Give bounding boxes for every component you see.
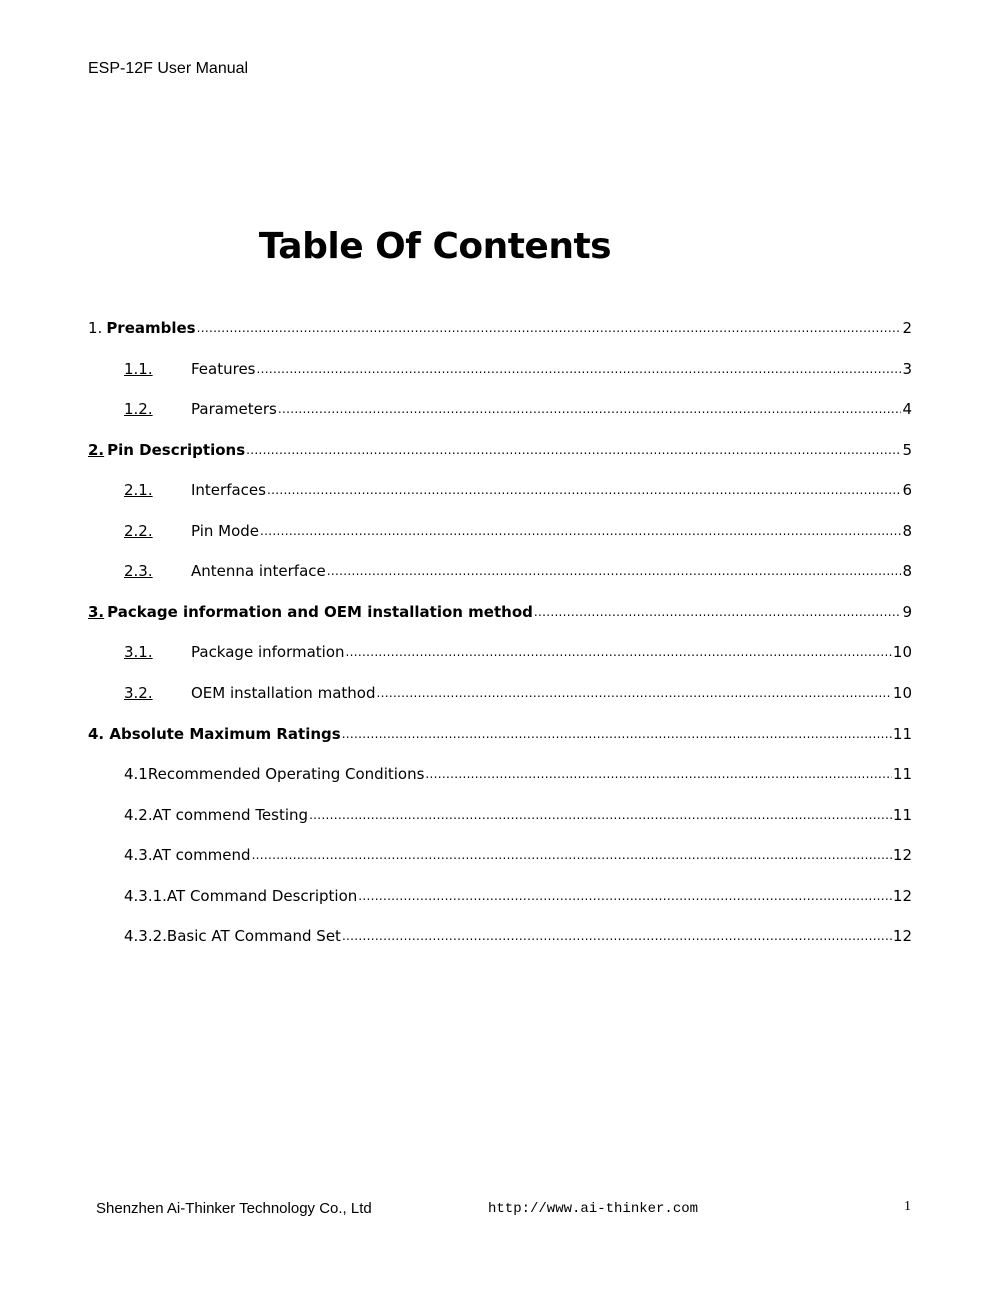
toc-leader-dots (252, 845, 892, 865)
toc-entry-label: 4.1Recommended Operating Conditions (124, 765, 425, 783)
toc-leader-dots (197, 318, 902, 338)
toc-title: Table Of Contents (258, 226, 612, 267)
toc-entry-number: 3. (88, 603, 105, 621)
toc-entry-page: 2 (902, 319, 912, 337)
toc-entry-label: Interfaces (191, 481, 266, 499)
toc-leader-dots (327, 561, 902, 581)
footer-company: Shenzhen Ai-Thinker Technology Co., Ltd (96, 1200, 372, 1217)
toc-entry-label: Features (191, 360, 256, 378)
toc-entry-pin-mode[interactable] (124, 519, 912, 541)
toc-entry-preambles[interactable] (88, 316, 912, 338)
toc-entry-page: 12 (892, 846, 912, 864)
toc-entry-package-oem[interactable] (88, 600, 912, 622)
toc-entry-absolute-max-ratings[interactable] (88, 722, 912, 744)
toc-entry-label: Parameters (191, 400, 277, 418)
toc-entry-label: Antenna interface (191, 562, 326, 580)
toc-entry-number: 1. (88, 319, 103, 337)
toc-entry-number: 2.1. (124, 481, 153, 499)
toc-entry-number: 3.2. (124, 684, 153, 702)
toc-entry-interfaces[interactable] (124, 478, 912, 500)
toc-entry-package-information[interactable] (124, 640, 912, 662)
toc-entry-label: Pin Mode (191, 522, 260, 540)
toc-entry-at-commend[interactable] (124, 843, 912, 865)
toc-entry-number: 1.1. (124, 360, 153, 378)
toc-entry-at-commend-testing[interactable] (124, 803, 912, 825)
toc-entry-page: 10 (892, 684, 912, 702)
toc-leader-dots (376, 683, 891, 703)
toc-leader-dots (267, 480, 901, 500)
toc-entry-page: 12 (892, 927, 912, 945)
toc-entry-page: 11 (892, 765, 912, 783)
toc-entry-page: 11 (892, 806, 912, 824)
toc-leader-dots (342, 724, 892, 744)
toc-leader-dots (246, 440, 901, 460)
toc-leader-dots (257, 359, 902, 379)
toc-leader-dots (278, 399, 902, 419)
toc-entry-antenna-interface[interactable] (124, 559, 912, 581)
page-footer (0, 1200, 1000, 1222)
toc-entry-number: 2.3. (124, 562, 153, 580)
toc-leader-dots (342, 926, 892, 946)
toc-leader-dots (309, 805, 892, 825)
toc-entry-number: 1.2. (124, 400, 153, 418)
toc-entry-label: Preambles (106, 319, 196, 337)
toc-entry-label: Pin Descriptions (107, 441, 246, 459)
footer-page-number: 1 (904, 1199, 911, 1214)
running-header: ESP-12F User Manual (88, 60, 249, 77)
toc-entry-parameters[interactable] (124, 397, 912, 419)
toc-leader-dots (358, 886, 892, 906)
toc-entry-label: 4. Absolute Maximum Ratings (88, 725, 341, 743)
toc-entry-page: 8 (902, 562, 912, 580)
toc-entry-page: 12 (892, 887, 912, 905)
toc-entry-page: 9 (902, 603, 912, 621)
toc-entry-oem-installation[interactable] (124, 681, 912, 703)
toc-leader-dots (425, 764, 891, 784)
footer-url[interactable]: http://www.ai-thinker.com (488, 1201, 699, 1217)
toc-entry-label: Package information and OEM installation method (107, 603, 533, 621)
toc-entry-pin-descriptions[interactable] (88, 438, 912, 460)
toc-entry-basic-at-command-set[interactable] (124, 924, 912, 946)
toc-entry-recommended-conditions[interactable] (124, 762, 912, 784)
toc-entry-page: 11 (892, 725, 912, 743)
toc-leader-dots (346, 642, 892, 662)
toc-entry-page: 6 (902, 481, 912, 499)
toc-entry-label: 4.2.AT commend Testing (124, 806, 309, 824)
toc-entry-page: 5 (902, 441, 912, 459)
toc-leader-dots (534, 602, 902, 622)
toc-entry-label: Package information (191, 643, 345, 661)
toc-entry-label: 4.3.2.Basic AT Command Set (124, 927, 341, 945)
toc-entry-number: 2. (88, 441, 105, 459)
toc-entry-number: 2.2. (124, 522, 153, 540)
toc-entry-features[interactable] (124, 357, 912, 379)
toc-leader-dots (260, 521, 901, 541)
toc-entry-page: 10 (892, 643, 912, 661)
toc-entry-label: OEM installation mathod (191, 684, 376, 702)
toc-entry-label: 4.3.AT commend (124, 846, 251, 864)
toc-entry-label: 4.3.1.AT Command Description (124, 887, 358, 905)
toc-entry-number: 3.1. (124, 643, 153, 661)
toc-entry-page: 8 (902, 522, 912, 540)
toc-entry-page: 4 (902, 400, 912, 418)
toc-entry-page: 3 (902, 360, 912, 378)
toc-entry-at-command-description[interactable] (124, 884, 912, 906)
